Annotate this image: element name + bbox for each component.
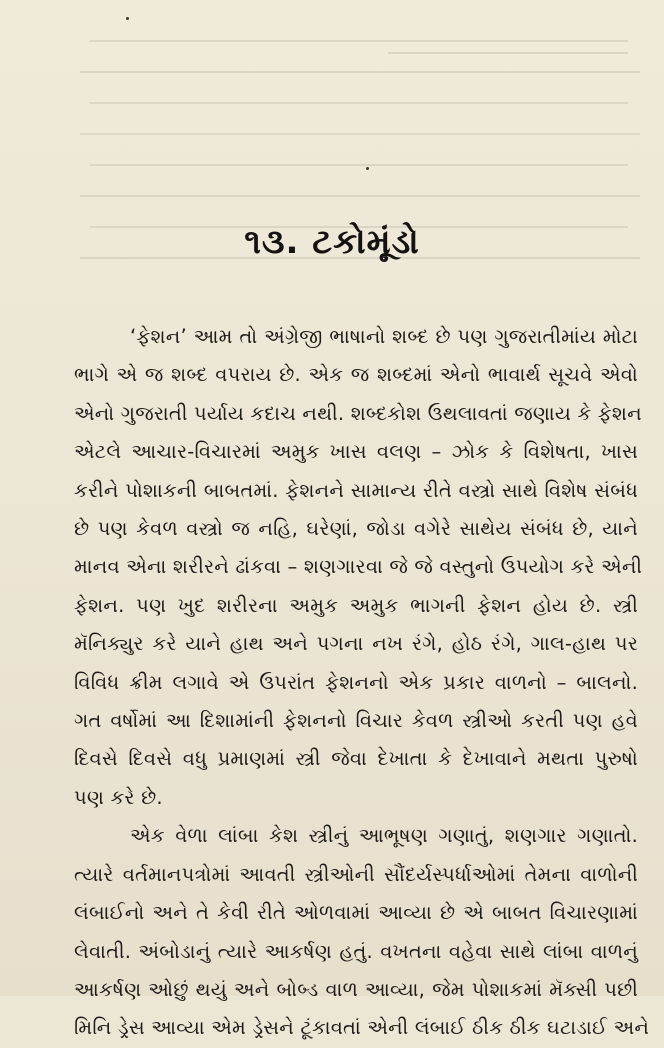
text-line: ‘ફેશન’ આમ તો અંગ્રેજી ભાષાનો શબ્દ છે પણ ગુજરાતીમાંય મોટા bbox=[130, 325, 638, 348]
text-line: ત્યારે વર્તમાનપત્રોમાં આવતી સ્ત્રીઓની સૌંદર્યસ્પર્ધાઓમાં તેમના વાળોની bbox=[74, 862, 638, 886]
paragraph-2 bbox=[74, 817, 650, 1047]
text-line: મૅનિક્યુર કરે યાને હાથ અને પગના નખ રંગે, હોઠ રંગે, ગાલ-હાથ પર bbox=[74, 632, 638, 656]
text-line: વિવિધ ક્રીમ લગાવે એ ઉપરાંત ફેશનનો એક પ્રકાર વાળનો – બાલનો. bbox=[74, 670, 638, 694]
text-line: પણ કરે છે. bbox=[74, 785, 163, 809]
text-line: કરીને પોશાકની બાબતમાં. ફેશનને સામાન્ય રીતે વસ્ત્રો સાથે વિશેષ સંબંધ bbox=[74, 478, 638, 502]
text-line: આકર્ષણ ઓછું થયું અને બોબ્ડ વાળ આવ્યા, જેમ પોશાકમાં મૅક્સી પછી bbox=[74, 977, 638, 1001]
text-line: લંબાઈનો અને તે કેવી રીતે ઓળવામાં આવ્યા છે એ બાબત વિચારણામાં bbox=[74, 901, 638, 925]
text-line: લેવાતી. અંબોડાનું ત્યારે આકર્ષણ હતું. વખતના વહેવા સાથે લાંબા વાળનું bbox=[74, 939, 638, 963]
text-line: એક વેળા લાંબા કેશ સ્ત્રીનું આભૂષણ ગણાતું, શણગાર ગણાતો. bbox=[130, 824, 638, 848]
text-line: મિનિ ડ્રેસ આવ્યા એમ ડ્રેસને ટૂંકાવતાં એની લંબાઈ ઠીક ઠીક ઘટાડાઈ અને bbox=[74, 1016, 650, 1040]
text-line: છે પણ કેવળ વસ્ત્રો જ નહિ, ઘરેણાં, જોડા વગેરે સાથેય સંબંધ છે, યાને bbox=[74, 517, 638, 541]
chapter-title: ૧૩. ટકોમૂંડો bbox=[244, 222, 420, 262]
text-line: એનો ગુજરાતી પર્યાય કદાચ નથી. શબ્દકોશ ઉથલાવતાં જણાય કે ફેશન bbox=[74, 401, 642, 425]
print-speck bbox=[366, 167, 369, 170]
paragraph-1 bbox=[74, 318, 643, 817]
text-line: ગત વર્ષોમાં આ દિશામાંની ફેશનનો વિચાર કેવળ સ્ત્રીઓ કરતી પણ હવે bbox=[74, 709, 638, 733]
text-line: માનવ એના શરીરને ઢાંકવા – શણગારવા જે જે વસ્તુનો ઉપયોગ કરે એની bbox=[74, 555, 643, 579]
text-line: દિવસે દિવસે વધુ પ્રમાણમાં સ્ત્રી જેવા દેખાતા કે દેખાવાને મથતા પુરુષો bbox=[74, 747, 638, 771]
print-speck bbox=[126, 17, 129, 20]
chapter-body bbox=[74, 318, 650, 1048]
text-line: એટલે આચાર-વિચારમાં અમુક ખાસ વલણ – ઝોક કે વિશેષતા, ખાસ bbox=[74, 440, 638, 464]
text-line: ભાગે એ જ શબ્દ વપરાય છે. એક જ શબ્દમાં એનો ભાવાર્થ સૂચવે એવો bbox=[74, 363, 638, 387]
text-line: ફેશન. પણ ખુદ શરીરના અમુક અમુક ભાગની ફેશન હોય છે. સ્ત્રી bbox=[74, 593, 638, 617]
